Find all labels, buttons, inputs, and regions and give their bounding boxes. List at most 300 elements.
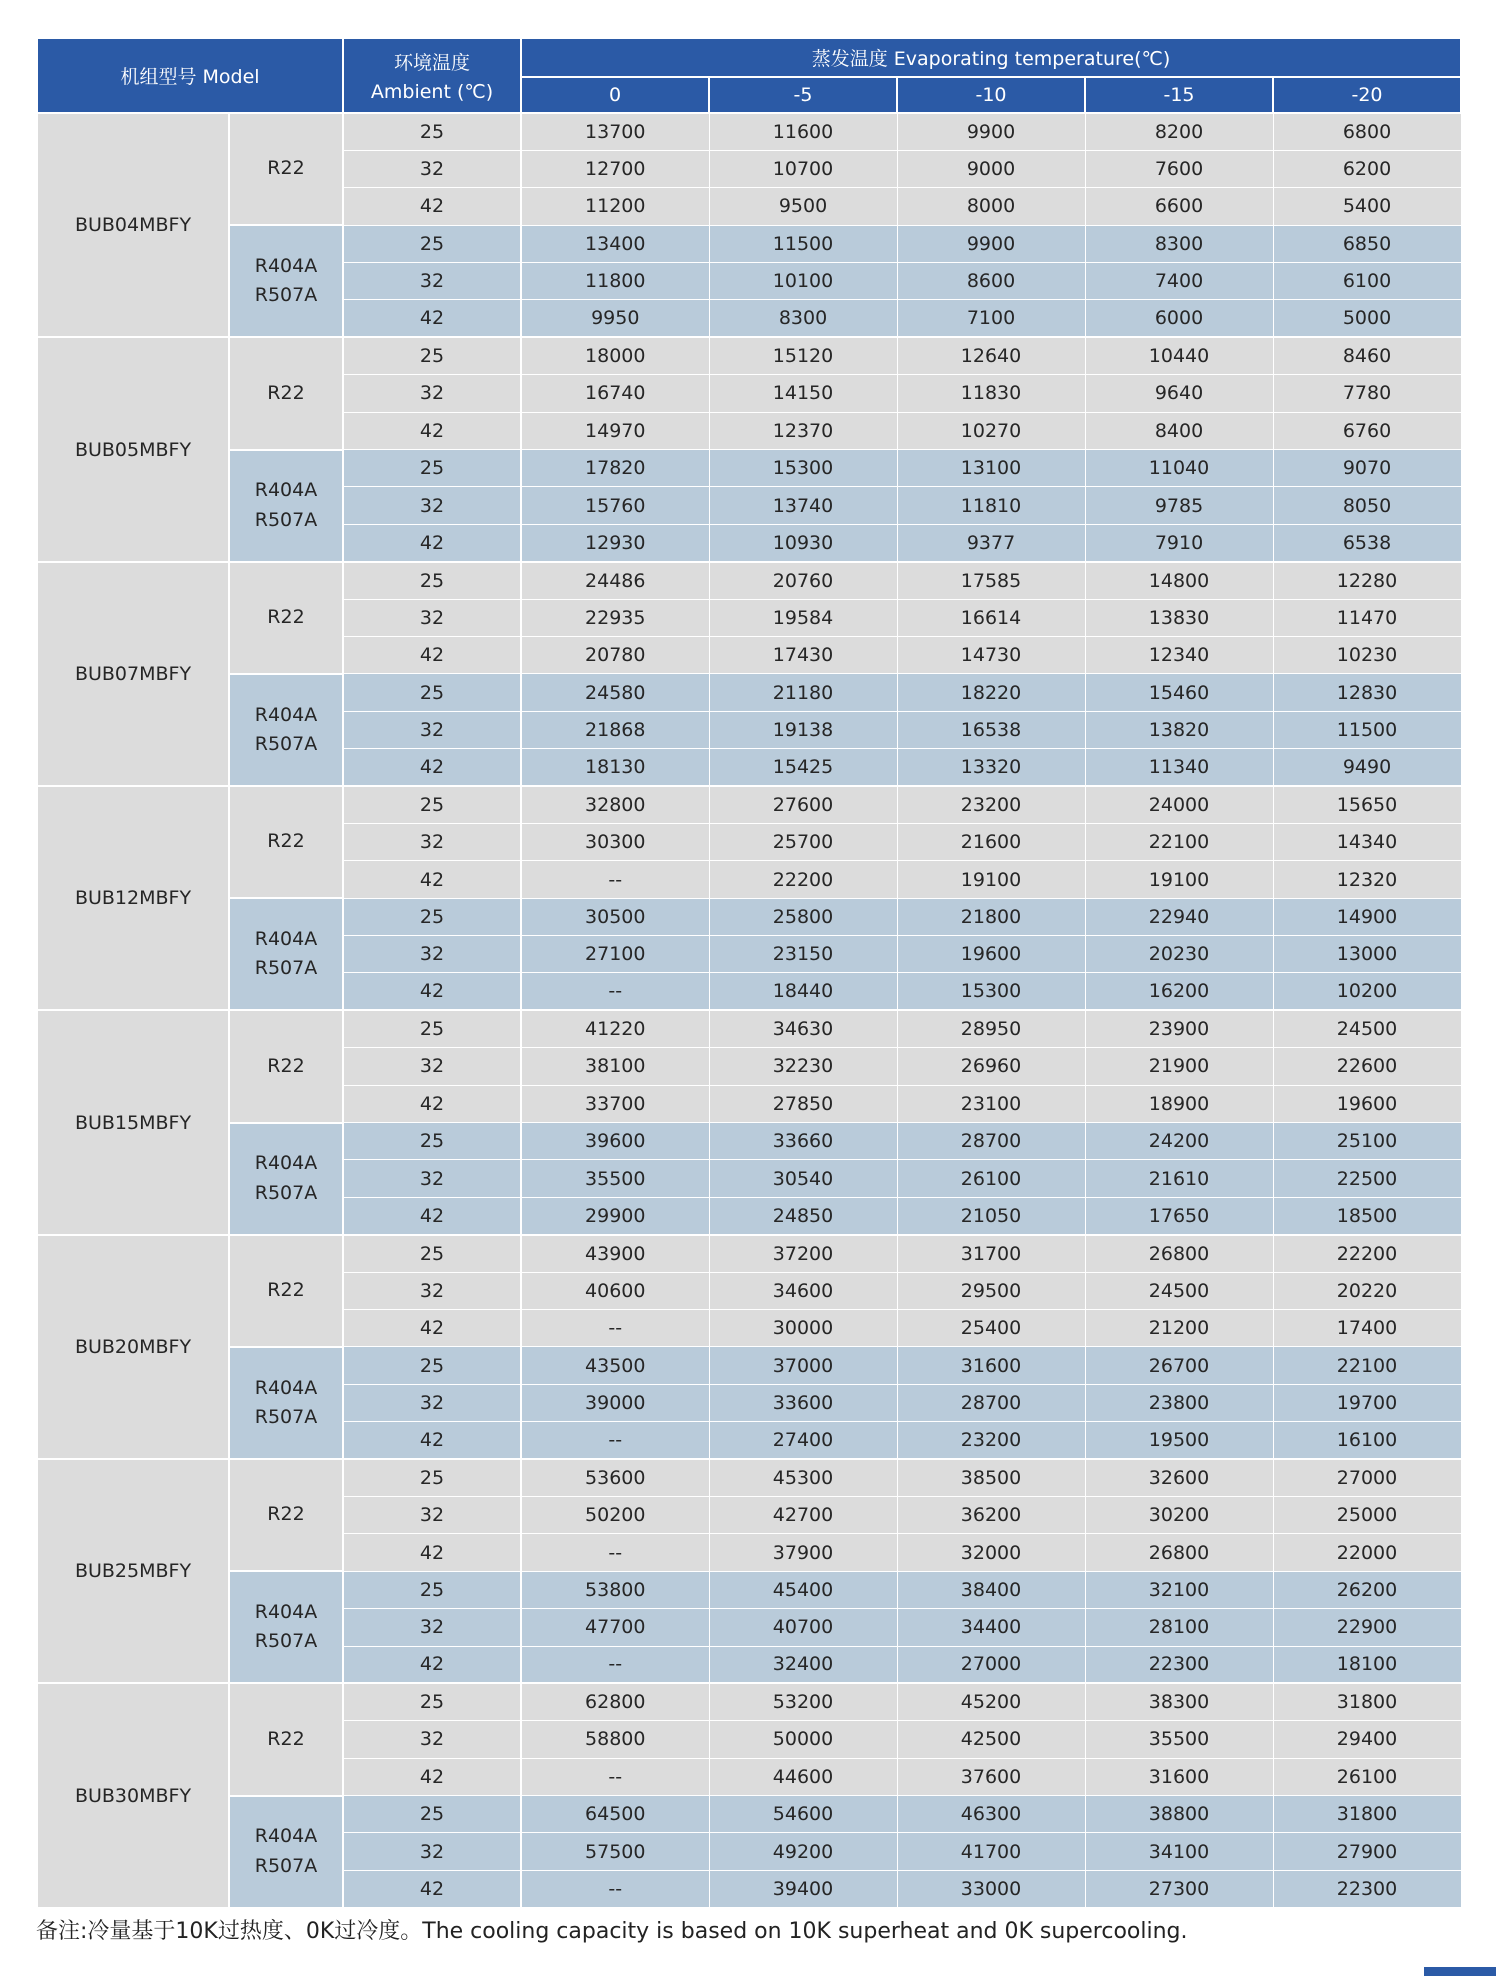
- capacity-value-cell: 18900: [1085, 1085, 1273, 1122]
- ambient-temp-cell: 32: [343, 1609, 521, 1646]
- refrigerant-label: R507A: [254, 284, 318, 307]
- ambient-temp-cell: 32: [343, 1272, 521, 1309]
- capacity-value-cell: 13400: [521, 225, 709, 262]
- ambient-temp-cell: 25: [343, 1235, 521, 1272]
- capacity-value-cell: 7100: [897, 300, 1085, 337]
- capacity-value-cell: 15760: [521, 487, 709, 524]
- capacity-value-cell: 21200: [1085, 1310, 1273, 1347]
- capacity-value-cell: 10100: [709, 263, 897, 300]
- capacity-value-cell: 45400: [709, 1571, 897, 1608]
- capacity-value-cell: 14800: [1085, 562, 1273, 599]
- ambient-temp-cell: 25: [343, 1796, 521, 1833]
- refrigerant-label: R404A: [254, 927, 318, 950]
- ambient-temp-cell: 32: [343, 599, 521, 636]
- capacity-value-cell: 8000: [897, 188, 1085, 225]
- footnote: 备注:冷量基于10K过热度、0K过冷度。The cooling capacity is based on 10K superheat and 0K supercooling.: [36, 1919, 1188, 1944]
- capacity-value-cell: 10230: [1273, 636, 1461, 673]
- ambient-temp-cell: 32: [343, 823, 521, 860]
- capacity-value-cell: 23200: [897, 786, 1085, 823]
- capacity-value-cell: 6100: [1273, 263, 1461, 300]
- capacity-value-cell: 28950: [897, 1010, 1085, 1047]
- capacity-value-cell: 26800: [1085, 1235, 1273, 1272]
- ambient-temp-cell: 42: [343, 300, 521, 337]
- table-row: [37, 1683, 1461, 1720]
- ambient-header-cn: 环境温度: [393, 52, 470, 74]
- capacity-value-cell: 19600: [897, 936, 1085, 973]
- capacity-value-cell: 30200: [1085, 1496, 1273, 1533]
- capacity-value-cell: 8600: [897, 263, 1085, 300]
- capacity-value-cell: 53800: [521, 1571, 709, 1608]
- capacity-value-cell: 50000: [709, 1721, 897, 1758]
- capacity-value-cell: 19600: [1273, 1085, 1461, 1122]
- capacity-value-cell: 39600: [521, 1123, 709, 1160]
- capacity-value-cell: 19100: [897, 861, 1085, 898]
- capacity-value-cell: 22000: [1273, 1534, 1461, 1571]
- ambient-temp-cell: 32: [343, 1384, 521, 1421]
- capacity-value-cell: 21180: [709, 674, 897, 711]
- table-row: [37, 113, 1461, 150]
- capacity-value-cell: 12280: [1273, 562, 1461, 599]
- capacity-value-cell: 8200: [1085, 113, 1273, 150]
- capacity-value-cell: 25400: [897, 1310, 1085, 1347]
- capacity-value-cell: --: [521, 861, 709, 898]
- ambient-temp-cell: 25: [343, 674, 521, 711]
- capacity-value-cell: 49200: [709, 1833, 897, 1870]
- refrigerant-cell: [229, 898, 343, 1010]
- capacity-value-cell: 14730: [897, 636, 1085, 673]
- table-row: [37, 225, 1461, 262]
- capacity-value-cell: 58800: [521, 1721, 709, 1758]
- capacity-value-cell: 22200: [1273, 1235, 1461, 1272]
- capacity-value-cell: 16200: [1085, 973, 1273, 1010]
- capacity-value-cell: 11340: [1085, 749, 1273, 786]
- capacity-value-cell: 37600: [897, 1758, 1085, 1795]
- refrigerant-label: R404A: [254, 1152, 318, 1175]
- capacity-value-cell: 24486: [521, 562, 709, 599]
- ambient-temp-cell: 32: [343, 263, 521, 300]
- capacity-value-cell: 9000: [897, 150, 1085, 187]
- capacity-value-cell: 19100: [1085, 861, 1273, 898]
- table-row: [37, 1796, 1461, 1833]
- capacity-value-cell: 11830: [897, 375, 1085, 412]
- model-name-cell: BUB20MBFY: [37, 1235, 229, 1459]
- capacity-value-cell: 53600: [521, 1459, 709, 1496]
- ambient-temp-cell: 25: [343, 1347, 521, 1384]
- refrigerant-label: R22: [267, 1727, 305, 1750]
- capacity-value-cell: 37000: [709, 1347, 897, 1384]
- ambient-temp-cell: 25: [343, 450, 521, 487]
- capacity-value-cell: 27000: [897, 1646, 1085, 1683]
- ambient-temp-cell: 25: [343, 1123, 521, 1160]
- capacity-value-cell: 44600: [709, 1758, 897, 1795]
- capacity-value-cell: 9490: [1273, 749, 1461, 786]
- refrigerant-label: R22: [267, 381, 305, 404]
- capacity-value-cell: 26960: [897, 1048, 1085, 1085]
- capacity-value-cell: 26200: [1273, 1571, 1461, 1608]
- capacity-value-cell: 12370: [709, 412, 897, 449]
- capacity-value-cell: --: [521, 973, 709, 1010]
- capacity-value-cell: 8300: [1085, 225, 1273, 262]
- ambient-temp-cell: 25: [343, 1571, 521, 1608]
- refrigerant-label: R404A: [254, 479, 318, 502]
- capacity-value-cell: 33000: [897, 1870, 1085, 1907]
- capacity-value-cell: 32000: [897, 1534, 1085, 1571]
- capacity-value-cell: 38800: [1085, 1796, 1273, 1833]
- capacity-value-cell: 17585: [897, 562, 1085, 599]
- capacity-value-cell: 41220: [521, 1010, 709, 1047]
- capacity-value-cell: 22300: [1273, 1870, 1461, 1907]
- capacity-value-cell: 38100: [521, 1048, 709, 1085]
- capacity-value-cell: 7780: [1273, 375, 1461, 412]
- capacity-value-cell: 34100: [1085, 1833, 1273, 1870]
- ambient-temp-cell: 32: [343, 1833, 521, 1870]
- refrigerant-cell: [229, 786, 343, 898]
- capacity-value-cell: 13100: [897, 450, 1085, 487]
- evap-temp-header: -5: [709, 77, 897, 113]
- capacity-value-cell: 17650: [1085, 1197, 1273, 1234]
- capacity-value-cell: 11200: [521, 188, 709, 225]
- capacity-value-cell: 6760: [1273, 412, 1461, 449]
- capacity-value-cell: 8400: [1085, 412, 1273, 449]
- capacity-value-cell: 11500: [1273, 711, 1461, 748]
- refrigerant-cell: [229, 1235, 343, 1347]
- capacity-value-cell: 18000: [521, 337, 709, 374]
- capacity-value-cell: 13000: [1273, 936, 1461, 973]
- capacity-value-cell: 18100: [1273, 1646, 1461, 1683]
- capacity-value-cell: --: [521, 1646, 709, 1683]
- capacity-value-cell: 18130: [521, 749, 709, 786]
- header-row-1: [37, 38, 1461, 77]
- capacity-value-cell: 27900: [1273, 1833, 1461, 1870]
- ambient-temp-cell: 42: [343, 1197, 521, 1234]
- refrigerant-label: R404A: [254, 254, 318, 277]
- capacity-value-cell: 22900: [1273, 1609, 1461, 1646]
- capacity-value-cell: 12320: [1273, 861, 1461, 898]
- refrigerant-label: R22: [267, 606, 305, 629]
- ambient-temp-cell: 32: [343, 1160, 521, 1197]
- capacity-value-cell: 10270: [897, 412, 1085, 449]
- capacity-value-cell: 24850: [709, 1197, 897, 1234]
- table-row: [37, 1459, 1461, 1496]
- capacity-value-cell: 27000: [1273, 1459, 1461, 1496]
- capacity-value-cell: 22100: [1273, 1347, 1461, 1384]
- ambient-temp-cell: 25: [343, 1683, 521, 1720]
- capacity-value-cell: --: [521, 1534, 709, 1571]
- model-name-cell: BUB30MBFY: [37, 1683, 229, 1907]
- capacity-value-cell: 34630: [709, 1010, 897, 1047]
- capacity-value-cell: 30300: [521, 823, 709, 860]
- ambient-temp-cell: 25: [343, 562, 521, 599]
- refrigerant-cell: [229, 1123, 343, 1235]
- capacity-value-cell: 27850: [709, 1085, 897, 1122]
- capacity-value-cell: 18500: [1273, 1197, 1461, 1234]
- capacity-value-cell: 8460: [1273, 337, 1461, 374]
- model-name-cell: BUB12MBFY: [37, 786, 229, 1010]
- capacity-value-cell: 18440: [709, 973, 897, 1010]
- capacity-value-cell: 31700: [897, 1235, 1085, 1272]
- refrigerant-label: R22: [267, 830, 305, 853]
- capacity-value-cell: 22300: [1085, 1646, 1273, 1683]
- ambient-temp-cell: 32: [343, 1496, 521, 1533]
- evap-temp-header: 0: [521, 77, 709, 113]
- ambient-temp-cell: 25: [343, 337, 521, 374]
- capacity-value-cell: 41700: [897, 1833, 1085, 1870]
- capacity-value-cell: 64500: [521, 1796, 709, 1833]
- capacity-value-cell: 12640: [897, 337, 1085, 374]
- capacity-value-cell: 27600: [709, 786, 897, 823]
- table-header: [37, 38, 1461, 113]
- capacity-value-cell: --: [521, 1870, 709, 1907]
- capacity-value-cell: 8300: [709, 300, 897, 337]
- capacity-value-cell: 31800: [1273, 1796, 1461, 1833]
- capacity-value-cell: 37200: [709, 1235, 897, 1272]
- table-row: [37, 674, 1461, 711]
- capacity-value-cell: 42700: [709, 1496, 897, 1533]
- capacity-value-cell: 9900: [897, 225, 1085, 262]
- capacity-value-cell: 17820: [521, 450, 709, 487]
- table-row: [37, 1347, 1461, 1384]
- capacity-value-cell: 24200: [1085, 1123, 1273, 1160]
- refrigerant-cell: [229, 1459, 343, 1571]
- ambient-temp-cell: 42: [343, 1870, 521, 1907]
- capacity-value-cell: 38300: [1085, 1683, 1273, 1720]
- capacity-value-cell: 28700: [897, 1123, 1085, 1160]
- table-row: [37, 1010, 1461, 1047]
- capacity-value-cell: 31600: [1085, 1758, 1273, 1795]
- ambient-temp-cell: 42: [343, 1310, 521, 1347]
- refrigerant-cell: [229, 337, 343, 449]
- capacity-value-cell: 21800: [897, 898, 1085, 935]
- capacity-value-cell: 20230: [1085, 936, 1273, 973]
- capacity-value-cell: 7600: [1085, 150, 1273, 187]
- refrigerant-label: R22: [267, 1054, 305, 1077]
- capacity-value-cell: 39400: [709, 1870, 897, 1907]
- capacity-value-cell: --: [521, 1758, 709, 1795]
- ambient-temp-cell: 25: [343, 1010, 521, 1047]
- capacity-value-cell: 35500: [1085, 1721, 1273, 1758]
- refrigerant-label: R22: [267, 157, 305, 180]
- ambient-temp-cell: 42: [343, 861, 521, 898]
- capacity-value-cell: 20760: [709, 562, 897, 599]
- capacity-value-cell: 16614: [897, 599, 1085, 636]
- capacity-value-cell: 15120: [709, 337, 897, 374]
- ambient-temp-cell: 32: [343, 375, 521, 412]
- capacity-value-cell: 13700: [521, 113, 709, 150]
- capacity-value-cell: 21610: [1085, 1160, 1273, 1197]
- capacity-value-cell: 32230: [709, 1048, 897, 1085]
- capacity-value-cell: 54600: [709, 1796, 897, 1833]
- capacity-value-cell: 10700: [709, 150, 897, 187]
- capacity-value-cell: 33660: [709, 1123, 897, 1160]
- capacity-value-cell: 22100: [1085, 823, 1273, 860]
- capacity-value-cell: 40600: [521, 1272, 709, 1309]
- ambient-temp-cell: 42: [343, 1646, 521, 1683]
- capacity-value-cell: 31600: [897, 1347, 1085, 1384]
- model-name-cell: BUB25MBFY: [37, 1459, 229, 1683]
- capacity-value-cell: 37900: [709, 1534, 897, 1571]
- refrigerant-label: R22: [267, 1503, 305, 1526]
- capacity-value-cell: 6538: [1273, 524, 1461, 561]
- capacity-value-cell: 33700: [521, 1085, 709, 1122]
- ambient-temp-cell: 42: [343, 524, 521, 561]
- capacity-value-cell: 6850: [1273, 225, 1461, 262]
- capacity-value-cell: 21600: [897, 823, 1085, 860]
- evaporating-temperature-header: 蒸发温度 Evaporating temperature(℃): [521, 38, 1461, 77]
- capacity-value-cell: 9785: [1085, 487, 1273, 524]
- capacity-value-cell: 12930: [521, 524, 709, 561]
- capacity-value-cell: 32600: [1085, 1459, 1273, 1496]
- capacity-value-cell: 27400: [709, 1422, 897, 1459]
- capacity-value-cell: 7910: [1085, 524, 1273, 561]
- capacity-value-cell: 14900: [1273, 898, 1461, 935]
- ambient-temp-cell: 25: [343, 225, 521, 262]
- model-name-cell: BUB04MBFY: [37, 113, 229, 337]
- capacity-value-cell: 10440: [1085, 337, 1273, 374]
- capacity-value-cell: 40700: [709, 1609, 897, 1646]
- capacity-value-cell: 57500: [521, 1833, 709, 1870]
- page-marker: [1424, 1967, 1496, 1976]
- evap-temp-header: -20: [1273, 77, 1461, 113]
- capacity-value-cell: 38400: [897, 1571, 1085, 1608]
- capacity-value-cell: 24500: [1273, 1010, 1461, 1047]
- capacity-value-cell: 19500: [1085, 1422, 1273, 1459]
- capacity-value-cell: 29400: [1273, 1721, 1461, 1758]
- capacity-value-cell: 17430: [709, 636, 897, 673]
- ambient-temp-cell: 32: [343, 936, 521, 973]
- ambient-temp-cell: 42: [343, 1534, 521, 1571]
- capacity-value-cell: 24580: [521, 674, 709, 711]
- refrigerant-label: R507A: [254, 1405, 318, 1428]
- capacity-value-cell: 5400: [1273, 188, 1461, 225]
- refrigerant-label: R507A: [254, 732, 318, 755]
- capacity-value-cell: 23200: [897, 1422, 1085, 1459]
- capacity-value-cell: 15300: [709, 450, 897, 487]
- capacity-value-cell: 13740: [709, 487, 897, 524]
- capacity-value-cell: 27100: [521, 936, 709, 973]
- capacity-value-cell: 47700: [521, 1609, 709, 1646]
- table-row: [37, 1571, 1461, 1608]
- capacity-value-cell: 28700: [897, 1384, 1085, 1421]
- refrigerant-label: R404A: [254, 1376, 318, 1399]
- ambient-temp-cell: 25: [343, 898, 521, 935]
- capacity-value-cell: 16740: [521, 375, 709, 412]
- ambient-header: [343, 38, 521, 113]
- capacity-value-cell: 35500: [521, 1160, 709, 1197]
- capacity-value-cell: 15460: [1085, 674, 1273, 711]
- capacity-value-cell: 39000: [521, 1384, 709, 1421]
- capacity-value-cell: 23900: [1085, 1010, 1273, 1047]
- capacity-value-cell: 25100: [1273, 1123, 1461, 1160]
- ambient-temp-cell: 32: [343, 150, 521, 187]
- capacity-value-cell: 7400: [1085, 263, 1273, 300]
- capacity-value-cell: 34400: [897, 1609, 1085, 1646]
- capacity-value-cell: 23100: [897, 1085, 1085, 1122]
- capacity-value-cell: 30000: [709, 1310, 897, 1347]
- table-row: [37, 1235, 1461, 1272]
- capacity-value-cell: 6200: [1273, 150, 1461, 187]
- capacity-value-cell: 31800: [1273, 1683, 1461, 1720]
- evap-temp-header: -15: [1085, 77, 1273, 113]
- table-row: [37, 1123, 1461, 1160]
- model-name-cell: BUB05MBFY: [37, 337, 229, 561]
- capacity-value-cell: 19700: [1273, 1384, 1461, 1421]
- capacity-value-cell: 8050: [1273, 487, 1461, 524]
- ambient-temp-cell: 25: [343, 786, 521, 823]
- capacity-value-cell: 22600: [1273, 1048, 1461, 1085]
- capacity-value-cell: 15650: [1273, 786, 1461, 823]
- table-body: [37, 113, 1461, 1908]
- ambient-temp-cell: 42: [343, 412, 521, 449]
- cooling-capacity-table: [36, 37, 1462, 1909]
- capacity-value-cell: 12340: [1085, 636, 1273, 673]
- capacity-value-cell: 10930: [709, 524, 897, 561]
- capacity-value-cell: 5000: [1273, 300, 1461, 337]
- capacity-value-cell: 19138: [709, 711, 897, 748]
- capacity-value-cell: 29900: [521, 1197, 709, 1234]
- ambient-temp-cell: 42: [343, 188, 521, 225]
- refrigerant-label: R404A: [254, 703, 318, 726]
- refrigerant-label: R507A: [254, 1181, 318, 1204]
- capacity-value-cell: 9500: [709, 188, 897, 225]
- capacity-value-cell: --: [521, 1422, 709, 1459]
- refrigerant-cell: [229, 674, 343, 786]
- capacity-value-cell: 14970: [521, 412, 709, 449]
- ambient-temp-cell: 42: [343, 749, 521, 786]
- capacity-value-cell: 26100: [1273, 1758, 1461, 1795]
- capacity-value-cell: 13830: [1085, 599, 1273, 636]
- capacity-value-cell: 27300: [1085, 1870, 1273, 1907]
- capacity-value-cell: 16538: [897, 711, 1085, 748]
- refrigerant-label: R507A: [254, 1854, 318, 1877]
- capacity-value-cell: 14340: [1273, 823, 1461, 860]
- capacity-value-cell: 17400: [1273, 1310, 1461, 1347]
- capacity-value-cell: 11470: [1273, 599, 1461, 636]
- refrigerant-cell: [229, 1683, 343, 1795]
- capacity-value-cell: 13820: [1085, 711, 1273, 748]
- capacity-value-cell: 21868: [521, 711, 709, 748]
- capacity-value-cell: 14150: [709, 375, 897, 412]
- capacity-value-cell: 50200: [521, 1496, 709, 1533]
- ambient-temp-cell: 42: [343, 636, 521, 673]
- capacity-value-cell: 45300: [709, 1459, 897, 1496]
- capacity-value-cell: 16100: [1273, 1422, 1461, 1459]
- capacity-value-cell: 42500: [897, 1721, 1085, 1758]
- refrigerant-label: R507A: [254, 1630, 318, 1653]
- capacity-value-cell: 32100: [1085, 1571, 1273, 1608]
- refrigerant-label: R404A: [254, 1825, 318, 1848]
- capacity-value-cell: 15425: [709, 749, 897, 786]
- table-row: [37, 786, 1461, 823]
- capacity-value-cell: 12830: [1273, 674, 1461, 711]
- capacity-value-cell: 30500: [521, 898, 709, 935]
- table-row: [37, 337, 1461, 374]
- table-row: [37, 898, 1461, 935]
- table-row: [37, 562, 1461, 599]
- capacity-value-cell: 28100: [1085, 1609, 1273, 1646]
- capacity-value-cell: 6000: [1085, 300, 1273, 337]
- refrigerant-label: R404A: [254, 1600, 318, 1623]
- capacity-value-cell: 11500: [709, 225, 897, 262]
- capacity-value-cell: 6800: [1273, 113, 1461, 150]
- ambient-temp-cell: 32: [343, 1048, 521, 1085]
- capacity-value-cell: 9377: [897, 524, 1085, 561]
- refrigerant-cell: [229, 1347, 343, 1459]
- capacity-value-cell: 30540: [709, 1160, 897, 1197]
- ambient-temp-cell: 32: [343, 487, 521, 524]
- capacity-value-cell: 11040: [1085, 450, 1273, 487]
- capacity-value-cell: 38500: [897, 1459, 1085, 1496]
- capacity-value-cell: 18220: [897, 674, 1085, 711]
